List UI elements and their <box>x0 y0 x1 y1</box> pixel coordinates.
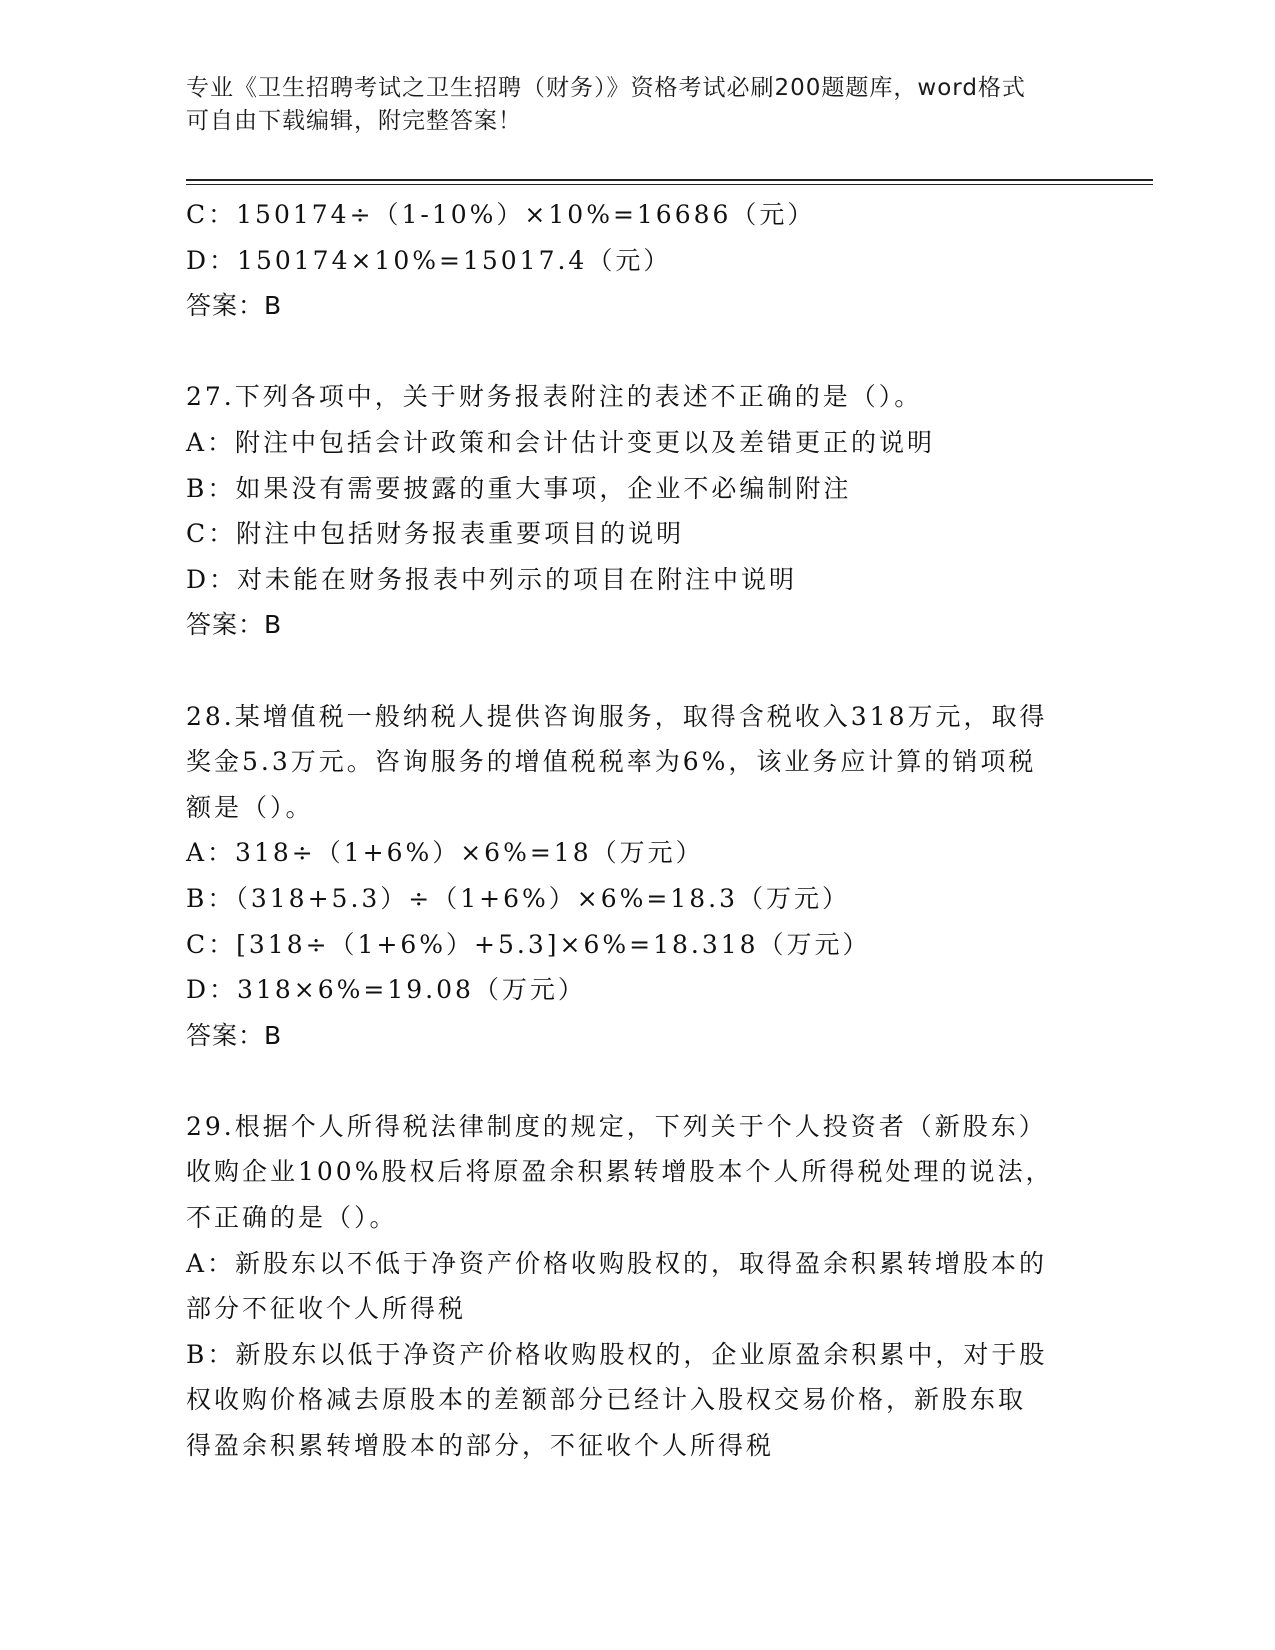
spacer <box>186 329 1086 375</box>
q29-option-b-line-3: 得盈余积累转增股本的部分，不征收个人所得税 <box>186 1431 775 1461</box>
q29-stem-line-3: 不正确的是（）。 <box>186 1203 398 1233</box>
q28-stem-line-2: 奖金5.3万元。咨询服务的增值税税率为6%，该业务应计算的销项税 <box>186 747 1037 777</box>
q28-option-b: B：（318+5.3）÷（1+6%）×6%=18.3（万元） <box>186 883 850 913</box>
q27-answer: 答案：B <box>186 610 283 640</box>
q26-option-d: D：150174×10%=15017.4（元） <box>186 245 672 275</box>
q29-stem-line-1: 29.根据个人所得税法律制度的规定，下列关于个人投资者（新股东） <box>186 1111 1047 1141</box>
spacer <box>186 1058 1086 1104</box>
q27-option-a: A：附注中包括会计政策和会计估计变更以及差错更正的说明 <box>186 427 936 457</box>
document-header <box>186 72 1066 138</box>
header-divider-thick <box>186 179 1153 181</box>
header-title-line-2: 可自由下载编辑，附完整答案！ <box>186 108 522 134</box>
spacer <box>186 648 1086 694</box>
q29-option-a-line-2: 部分不征收个人所得税 <box>186 1294 467 1324</box>
header-divider-thin <box>186 184 1153 185</box>
q28-option-a: A：318÷（1+6%）×6%=18（万元） <box>186 838 704 868</box>
q27-option-d: D：对未能在财务报表中列示的项目在附注中说明 <box>186 564 798 594</box>
q28-answer: 答案：B <box>186 1020 283 1050</box>
q27-stem: 27.下列各项中，关于财务报表附注的表述不正确的是（）。 <box>186 382 923 412</box>
q29-stem-line-2: 收购企业100%股权后将原盈余积累转增股本个人所得税处理的说法， <box>186 1157 1054 1187</box>
q28-stem-line-3: 额是（）。 <box>186 792 314 822</box>
header-title-line-1: 专业《卫生招聘考试之卫生招聘（财务）》资格考试必刷200题题库，word格式 <box>186 75 1026 101</box>
q26-answer: 答案：B <box>186 291 283 321</box>
q29-option-b-line-2: 权收购价格减去原股本的差额部分已经计入股权交易价格，新股东取 <box>186 1385 1027 1415</box>
q29-option-a-line-1: A：新股东以不低于净资产价格收购股权的，取得盈余积累转增股本的 <box>186 1248 1048 1278</box>
q28-option-d: D：318×6%=19.08（万元） <box>186 975 586 1005</box>
q28-stem-line-1: 28.某增值税一般纳税人提供咨询服务，取得含税收入318万元，取得 <box>186 701 1048 731</box>
q29-option-b-line-1: B：新股东以低于净资产价格收购股权的，企业原盈余积累中，对于股 <box>186 1339 1048 1369</box>
q26-option-c: C：150174÷（1-10%）×10%=16686（元） <box>186 200 816 229</box>
q28-option-c: C：[318÷（1+6%）+5.3]×6%=18.318（万元） <box>186 929 871 959</box>
q27-option-c: C：附注中包括财务报表重要项目的说明 <box>186 519 685 549</box>
q27-option-b: B：如果没有需要披露的重大事项，企业不必编制附注 <box>186 473 852 503</box>
question-content <box>186 192 1086 1469</box>
